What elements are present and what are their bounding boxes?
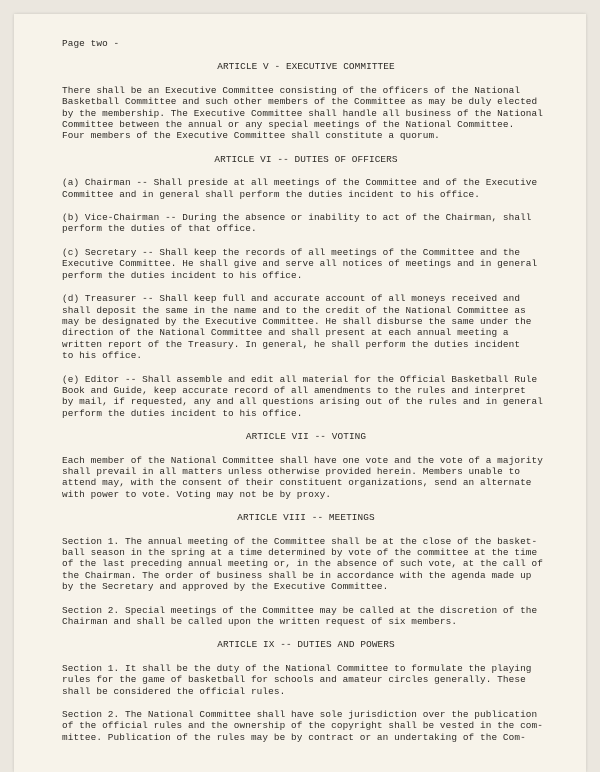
text-line: direction of the National Committee and shall present at each annual meeting a [62,327,509,339]
text-line: of the official rules and the ownership of the copyright shall be vested in the com- [62,720,543,732]
article-sections [62,61,550,743]
article-heading: ARTICLE V - EXECUTIVE COMMITTEE [217,61,395,73]
paragraph [62,709,550,743]
typed-text-body [62,38,550,755]
paragraph [62,374,550,420]
article-section [62,639,550,743]
text-line: by mail, if requested, any and all questions arising out of the rules and in general [62,396,543,408]
text-line: There shall be an Executive Committee consisting of the officers of the National [62,84,521,96]
text-line: by the membership. The Executive Committee shall handle all business of the National [62,107,543,119]
text-line: of the last preceding annual meeting or, in the absence of such vote, at the call of [62,558,543,570]
text-line: shall be considered the official rules. [62,685,286,697]
text-line: Section 1. The annual meeting of the Committee shall be at the close of the basket- [62,535,538,547]
text-line: Committee between the annual or any special meetings of the National Committee. [62,119,515,131]
text-line: Section 1. It shall be the duty of the National Committee to formulate the playing [62,662,532,674]
paragraph [62,177,550,200]
article-section [62,512,550,627]
article-heading: ARTICLE VIII -- MEETINGS [237,512,375,524]
article-section [62,431,550,500]
text-line: to his office. [62,350,143,362]
article-section [62,154,550,419]
paragraph [62,247,550,281]
text-line: written report of the Treasury. In general, he shall perform the duties incident [62,338,521,350]
text-line: shall deposit the same in the name and to the credit of the National Committee as [62,304,526,316]
text-line: Each member of the National Committee shall have one vote and the vote of a majority [62,454,543,466]
text-line: Section 2. Special meetings of the Committee may be called at the discretion of the [62,604,538,616]
paragraph [62,663,550,697]
text-line: the Chairman. The order of business shall be in accordance with the agenda made up [62,569,532,581]
text-line: perform the duties incident to his office. [62,269,303,281]
text-line: perform the duties incident to his office. [62,407,303,419]
article-heading: ARTICLE VI -- DUTIES OF OFFICERS [214,153,398,165]
text-line: perform the duties of that office. [62,223,257,235]
text-line: Book and Guide, keep accurate record of all amendments to the rules and interpret [62,384,526,396]
text-line: Basketball Committee and such other members of the Committee as may be duly elected [62,96,538,108]
paragraph [62,85,550,142]
text-line: Section 2. The National Committee shall have sole jurisdiction over the publication [62,709,538,721]
article-heading: ARTICLE VII -- VOTING [245,431,367,443]
paragraph [62,536,550,593]
text-line: Committee and in general shall perform the duties incident to his office. [62,188,480,200]
text-line: mittee. Publication of the rules may be by contract or an undertaking of the Com- [62,731,526,743]
text-line: (d) Treasurer -- Shall keep full and accurate account of all moneys received and [62,293,521,305]
text-line: ball season in the spring at a time determined by vote of the committee at the time [62,547,538,558]
text-line: Four members of the Executive Committee shall constitute a quorum. [62,130,440,142]
document-page [14,14,586,772]
paragraph [62,605,550,628]
page-label: Page two - [62,38,120,49]
text-line: (b) Vice-Chairman -- During the absence or inability to act of the Chairman, shall [62,212,532,224]
paragraph [62,212,550,235]
text-line: may be designated by the Executive Committee. He shall disburse the same under the [62,315,532,327]
article-section [62,61,550,141]
text-line: Chairman and shall be called upon the written request of six members. [62,616,458,628]
text-line: by the Secretary and approved by the Executive Committee. [62,581,389,593]
text-line: (c) Secretary -- Shall keep the records of all meetings of the Committee and the [62,246,521,258]
text-line: shall prevail in all matters unless otherwise provided herein. Members unable to [62,465,521,477]
text-line: attend may, with the consent of their constituent organizations, send an alternate [62,477,532,489]
text-line: (e) Editor -- Shall assemble and edit all material for the Official Basketball Rule [62,373,538,385]
text-line: rules for the game of basketball for schools and amateur circles generally. These [62,674,526,686]
text-line: with power to vote. Voting may not be by proxy. [62,488,332,500]
article-heading: ARTICLE IX -- DUTIES AND POWERS [217,639,395,651]
paragraph [62,293,550,361]
paragraph [62,455,550,501]
text-line: Executive Committee. He shall give and serve all notices of meetings and in general [62,258,538,270]
text-line: (a) Chairman -- Shall preside at all meetings of the Committee and of the Executive [62,177,538,189]
